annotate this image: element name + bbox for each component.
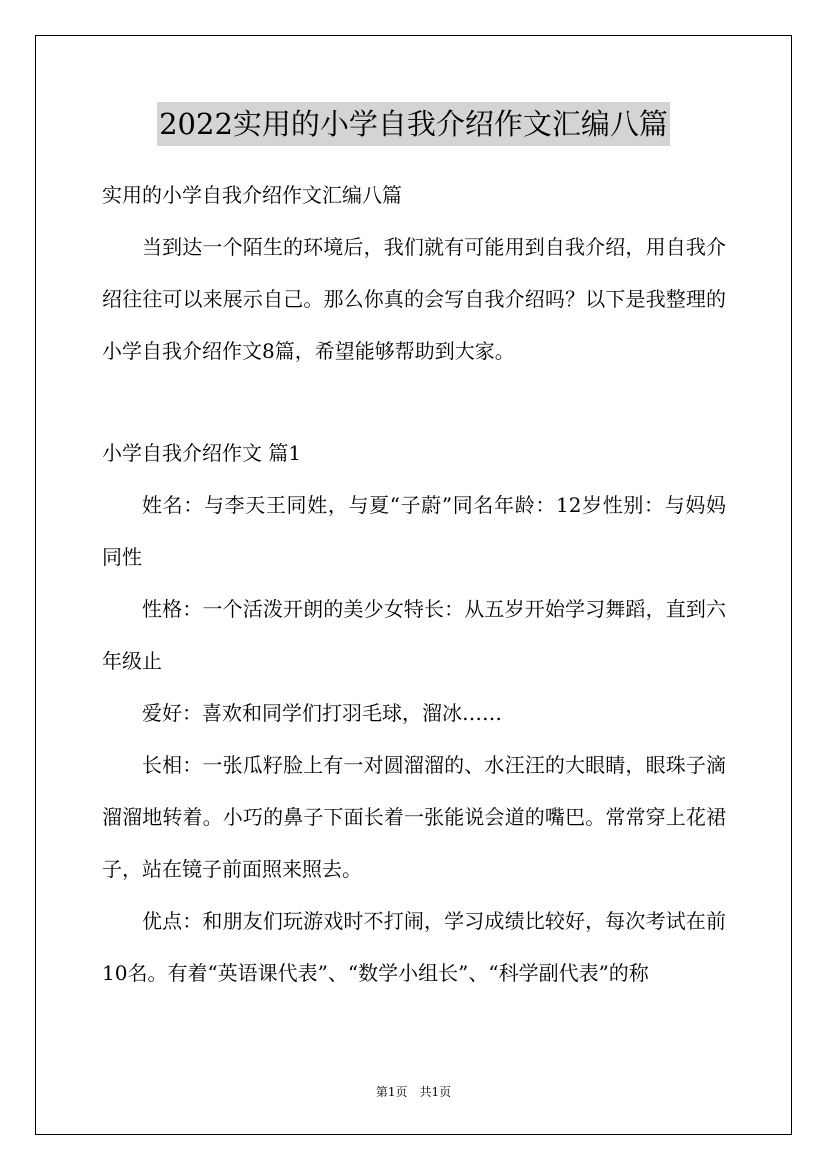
paragraph-hobbies: 爱好：喜欢和同学们打羽毛球，溜冰…… — [142, 701, 502, 725]
paragraph-name-age: 姓名：与李天王同姓，与夏“子蔚”同名年龄：12岁性别：与妈妈同性 — [102, 493, 726, 569]
title-container — [0, 102, 827, 146]
document-body — [102, 169, 726, 999]
paragraph-strengths: 优点：和朋友们玩游戏时不打闹，学习成绩比较好，每次考试在前10名。有着“英语课代表”、“数学小组长”、“科学副代表”的称 — [102, 909, 726, 985]
document-title: 2022实用的小学自我介绍作文汇编八篇 — [157, 102, 670, 146]
intro-paragraph: 当到达一个陌生的环境后，我们就有可能用到自我介绍，用自我介绍往往可以来展示自己。那么你真的会写自我介绍吗？以下是我整理的小学自我介绍作文8篇，希望能够帮助到大家。 — [102, 235, 726, 363]
page-footer: 第1页 共1页 — [375, 1085, 452, 1099]
paragraph-appearance: 长相：一张瓜籽脸上有一对圆溜溜的、水汪汪的大眼睛，眼珠子滴溜溜地转着。小巧的鼻子下面长着一张能说会道的嘴巴。常常穿上花裙子，站在镜子前面照来照去。 — [102, 753, 726, 881]
paragraph-personality: 性格：一个活泼开朗的美少女特长：从五岁开始学习舞蹈，直到六年级止 — [102, 597, 726, 673]
section-spacer — [102, 377, 726, 427]
section-heading: 小学自我介绍作文 篇1 — [102, 441, 302, 465]
document-subtitle: 实用的小学自我介绍作文汇编八篇 — [102, 183, 402, 207]
